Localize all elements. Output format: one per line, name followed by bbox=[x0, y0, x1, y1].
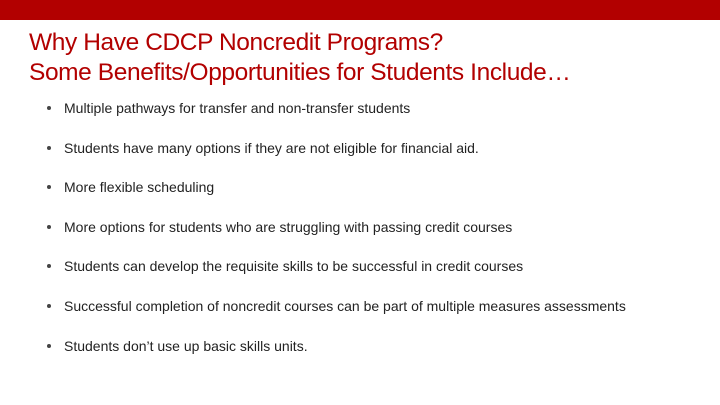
bullet-text: More flexible scheduling bbox=[64, 179, 215, 196]
bullet-text: Multiple pathways for transfer and non-transfer students bbox=[64, 100, 411, 116]
bullet-dot-icon bbox=[47, 264, 51, 268]
bullet-item bbox=[47, 252, 626, 292]
slide-title-line-2: Some Benefits/Opportunities for Students Include… bbox=[29, 59, 571, 86]
top-accent-bar bbox=[0, 0, 720, 20]
bullet-item bbox=[47, 332, 626, 372]
bullet-item bbox=[47, 94, 626, 134]
bullet-dot-icon bbox=[47, 146, 51, 150]
bullet-dot-icon bbox=[47, 304, 51, 308]
bullet-dot-icon bbox=[47, 344, 51, 348]
bullet-text: Students can develop the requisite skills to be successful in credit courses bbox=[64, 258, 524, 275]
slide-title-line-1: Why Have CDCP Noncredit Programs? bbox=[29, 29, 443, 56]
bullet-text: Successful completion of noncredit courses can be part of multiple measures assessments bbox=[64, 297, 626, 314]
bullet-item bbox=[47, 213, 626, 253]
bullet-dot-icon bbox=[47, 106, 51, 110]
bullet-text: Students don’t use up basic skills units. bbox=[64, 337, 308, 354]
bullet-item bbox=[47, 292, 626, 332]
bullet-text: Students have many options if they are not eligible for financial aid. bbox=[64, 139, 479, 156]
slide-title bbox=[29, 28, 570, 88]
bullet-text: More options for students who are struggling with passing credit courses bbox=[64, 218, 513, 235]
bullet-dot-icon bbox=[47, 185, 51, 189]
bullet-dot-icon bbox=[47, 225, 51, 229]
bullet-list bbox=[47, 94, 626, 371]
bullet-item bbox=[47, 173, 626, 213]
bullet-item bbox=[47, 134, 626, 174]
